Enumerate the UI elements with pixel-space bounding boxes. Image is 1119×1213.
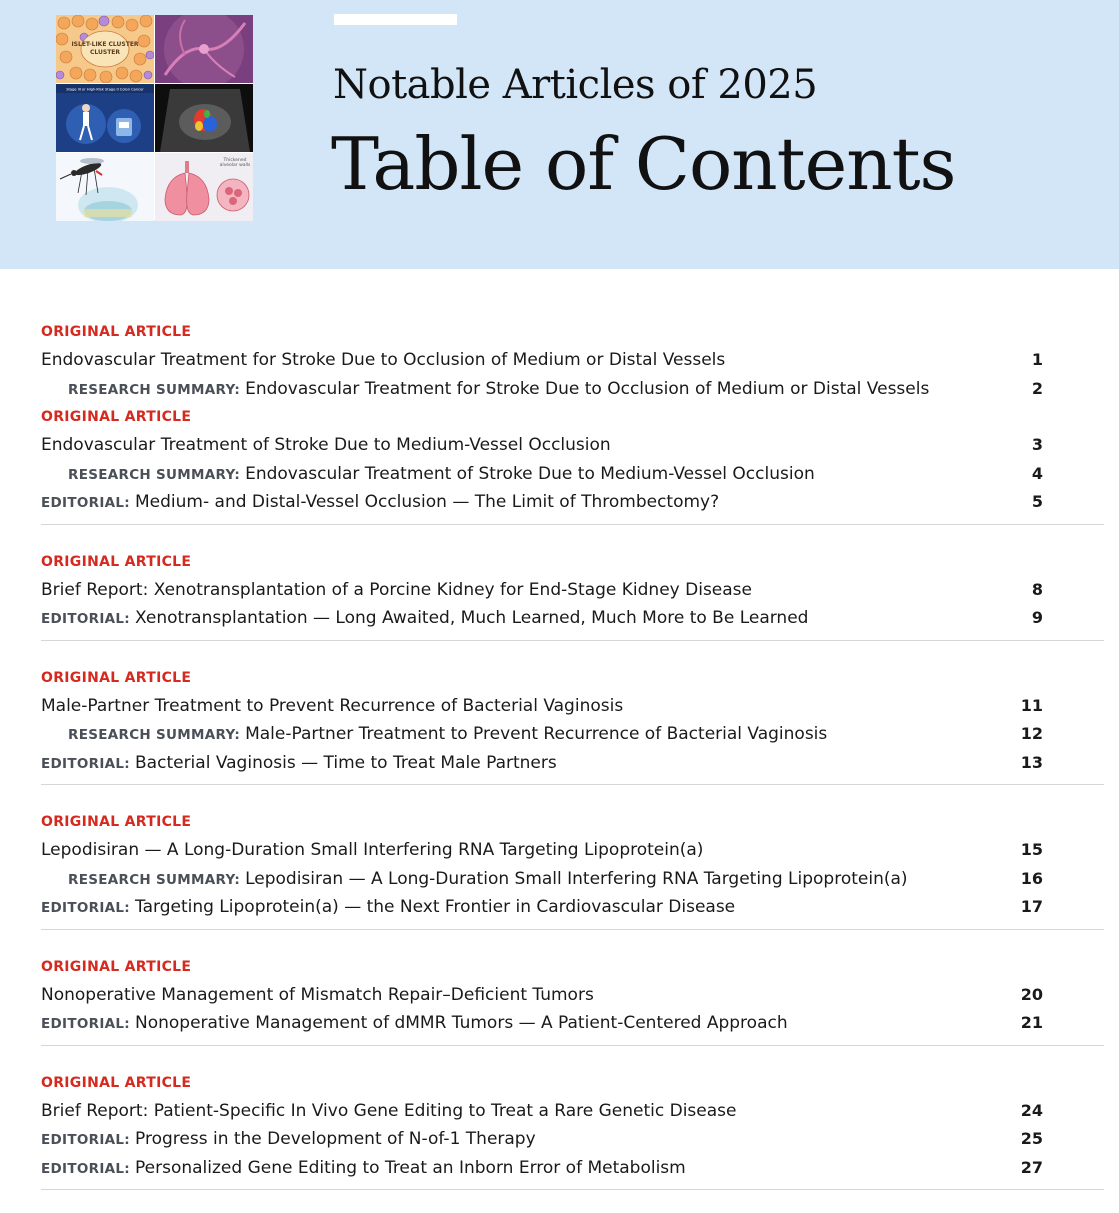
entry-prefix: RESEARCH SUMMARY: [68, 727, 241, 743]
category-label: ORIGINAL ARTICLE [41, 324, 192, 340]
entry-title[interactable]: Male-Partner Treatment to Prevent Recurrence of Bacterial Vaginosis [41, 695, 624, 716]
editorial-entry[interactable] [41, 1009, 1104, 1038]
svg-text:alveolar walls: alveolar walls [219, 163, 251, 168]
entry-title[interactable]: Medium- and Distal-Vessel Occlusion — The Limit of Thrombectomy? [135, 492, 720, 512]
entry-title[interactable]: Endovascular Treatment of Stroke Due to Medium-Vessel Occlusion [245, 463, 815, 484]
page-number: 8 [1031, 579, 1043, 599]
toc-group [41, 318, 1104, 525]
research-summary-entry[interactable] [41, 865, 1104, 894]
entry-prefix: EDITORIAL: [41, 1016, 131, 1032]
editorial-entry[interactable] [41, 749, 1104, 778]
research-summary-entry[interactable] [41, 460, 1104, 489]
entry-prefix: RESEARCH SUMMARY: [68, 466, 241, 483]
page-title: Table of Contents [331, 122, 956, 206]
lungs-illustration [155, 153, 253, 221]
entry-title[interactable]: Bacterial Vaginosis — Time to Treat Male Partners [135, 752, 557, 773]
entry-title[interactable]: Nonoperative Management of dMMR Tumors — A Patient-Centered Approach [135, 1013, 788, 1033]
category-label: ORIGINAL ARTICLE [41, 409, 192, 425]
page-number: 27 [1020, 1157, 1043, 1177]
page-number: 4 [1031, 463, 1043, 483]
entry-title[interactable]: Lepodisiran — A Long-Duration Small Interfering RNA Targeting Lipoprotein(a) [245, 868, 908, 889]
entry-prefix: EDITORIAL: [41, 495, 131, 511]
entry-prefix: EDITORIAL: [41, 1132, 131, 1148]
editorial-entry[interactable] [41, 893, 1104, 922]
page-number: 1 [1031, 350, 1043, 369]
entry-title[interactable]: Endovascular Treatment of Stroke Due to Medium-Vessel Occlusion [41, 435, 611, 455]
page-number: 5 [1031, 492, 1043, 511]
editorial-entry[interactable] [41, 1125, 1104, 1154]
category-label: ORIGINAL ARTICLE [41, 1074, 192, 1091]
article-entry[interactable] [41, 431, 1104, 460]
ultrasound-image [155, 84, 253, 152]
category-label: ORIGINAL ARTICLE [41, 958, 192, 975]
entry-title[interactable]: Endovascular Treatment for Stroke Due to Occlusion of Medium or Distal Vessels [41, 350, 726, 370]
entry-prefix: EDITORIAL: [41, 900, 131, 916]
toc-group [41, 548, 1104, 641]
entry-title[interactable]: Brief Report: Xenotransplantation of a Porcine Kidney for End-Stage Kidney Disease [41, 579, 752, 600]
editorial-entry[interactable] [41, 1154, 1104, 1183]
mosquito-illustration [56, 153, 154, 221]
issue-title: Notable Articles of 2025 [333, 62, 818, 108]
entry-title[interactable]: Personalized Gene Editing to Treat an Inborn Error of Metabolism [135, 1157, 686, 1178]
page-number: 17 [1020, 897, 1043, 916]
research-summary-entry[interactable] [41, 720, 1104, 749]
entry-title[interactable]: Lepodisiran — A Long-Duration Small Interfering RNA Targeting Lipoprotein(a) [41, 840, 704, 860]
svg-text:CLUSTER: CLUSTER [89, 49, 121, 56]
entry-title[interactable]: Progress in the Development of N-of-1 Therapy [135, 1129, 536, 1149]
page-number: 3 [1031, 435, 1043, 454]
article-entry[interactable] [41, 576, 1104, 605]
vessel-microscopy-image [155, 15, 253, 83]
toc-group [41, 664, 1104, 786]
page-number: 16 [1020, 868, 1043, 888]
page-number: 13 [1020, 752, 1043, 772]
toc-group [41, 953, 1104, 1046]
header-accent-bar [334, 14, 457, 25]
category-label: ORIGINAL ARTICLE [41, 669, 192, 686]
entry-prefix: RESEARCH SUMMARY: [68, 381, 241, 398]
entry-title[interactable]: Targeting Lipoprotein(a) — the Next Frontier in Cardiovascular Disease [135, 897, 736, 917]
article-entry[interactable] [41, 692, 1104, 721]
editorial-entry[interactable] [41, 488, 1104, 517]
page-number: 9 [1031, 608, 1043, 627]
colon-cancer-illustration [56, 84, 154, 152]
page-number: 25 [1020, 1129, 1043, 1148]
page-number: 21 [1020, 1013, 1043, 1032]
toc-group [41, 1069, 1104, 1191]
entry-title[interactable]: Xenotransplantation — Long Awaited, Much Learned, Much More to Be Learned [135, 608, 809, 628]
article-entry[interactable] [41, 836, 1104, 865]
entry-title[interactable]: Male-Partner Treatment to Prevent Recurrence of Bacterial Vaginosis [245, 724, 828, 744]
editorial-entry[interactable] [41, 604, 1104, 633]
article-entry[interactable] [41, 981, 1104, 1010]
collage-caption-islet: ISLET-LIKE CLUSTER [71, 41, 139, 48]
article-entry[interactable] [41, 346, 1104, 375]
page-number: 2 [1031, 378, 1043, 398]
entry-prefix: EDITORIAL: [41, 1160, 131, 1177]
header-banner [0, 0, 1119, 269]
table-of-contents [41, 318, 1104, 1213]
cover-collage [56, 15, 253, 220]
category-label: ORIGINAL ARTICLE [41, 553, 192, 570]
collage-caption-colon: Stage III or High-Risk Stage II Colon Cancer [66, 87, 144, 92]
entry-title[interactable]: Nonoperative Management of Mismatch Repair–Deficient Tumors [41, 984, 594, 1005]
islet-cluster-image [56, 15, 154, 83]
entry-prefix: EDITORIAL: [41, 755, 131, 772]
page-number: 11 [1020, 695, 1043, 715]
entry-title[interactable]: Endovascular Treatment for Stroke Due to Occlusion of Medium or Distal Vessels [245, 378, 930, 399]
entry-title[interactable]: Brief Report: Patient-Specific In Vivo Gene Editing to Treat a Rare Genetic Disease [41, 1100, 737, 1121]
page-number: 15 [1020, 840, 1043, 859]
collage-caption-lungs: Thickened [223, 158, 247, 163]
page-number: 12 [1020, 724, 1043, 743]
entry-prefix: EDITORIAL: [41, 611, 131, 627]
category-label: ORIGINAL ARTICLE [41, 814, 192, 830]
page-number: 20 [1020, 984, 1043, 1004]
article-entry[interactable] [41, 1097, 1104, 1126]
page-number: 24 [1020, 1100, 1043, 1120]
toc-group [41, 808, 1104, 930]
research-summary-entry[interactable] [41, 375, 1104, 404]
entry-prefix: RESEARCH SUMMARY: [68, 871, 241, 888]
